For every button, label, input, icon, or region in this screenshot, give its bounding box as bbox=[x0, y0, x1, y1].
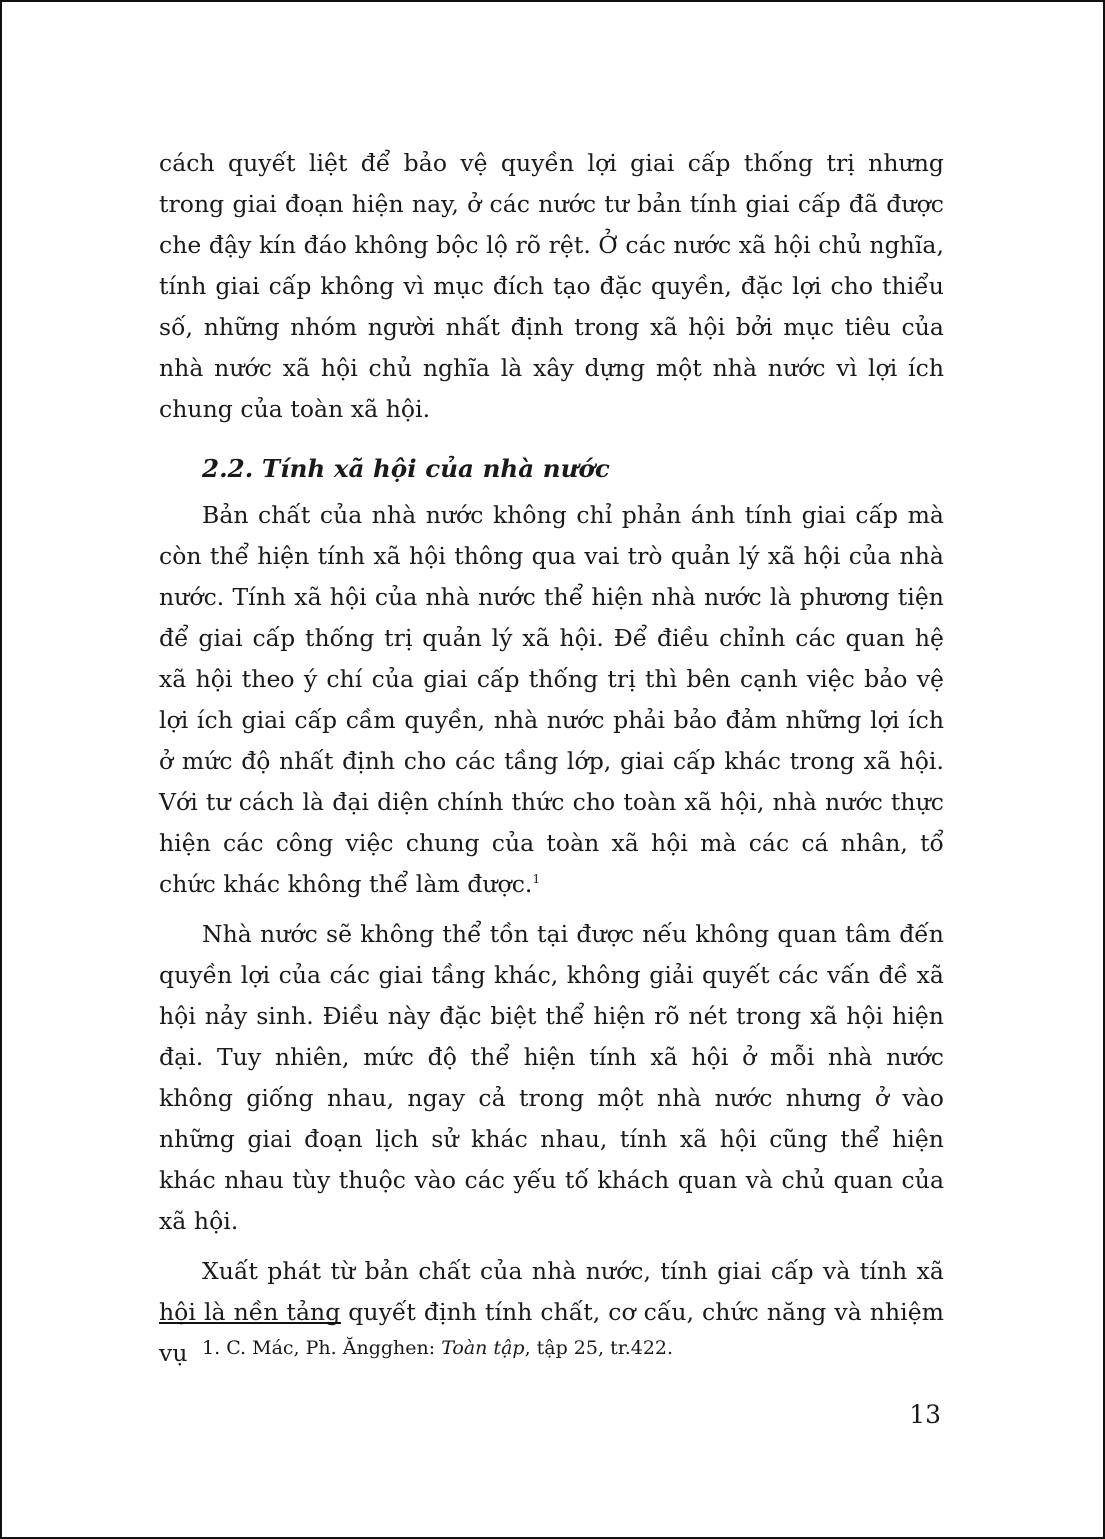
page-number: 13 bbox=[909, 1400, 941, 1429]
paragraph-1-text: Bản chất của nhà nước không chỉ phản ánh tính giai cấp mà còn thể hiện tính xã hội thông qua vai trò quản lý xã hội của nhà nước. Tính xã hội của nhà nước thể hiện nhà nước là phương tiện để giai cấp thống trị quản lý xã hội. Để điều chỉnh các quan hệ xã hội theo ý chí của giai cấp thống trị thì bên cạnh việc bảo vệ lợi ích giai cấp cầm quyền, nhà nước phải bảo đảm những lợi ích ở mức độ nhất định cho các tầng lớp, giai cấp khác trong xã hội. Với tư cách là đại diện chính thức cho toàn xã hội, nhà nước thực hiện các công việc chung của toàn xã hội mà các cá nhân, tổ chức khác không thể làm được. bbox=[159, 501, 944, 898]
paragraph-3: Xuất phát từ bản chất của nhà nước, tính giai cấp và tính xã hội là nền tảng quyết định tính chất, cơ cấu, chức năng và nhiệm vụ bbox=[159, 1257, 944, 1367]
footnote-reference[interactable]: 1 bbox=[532, 872, 541, 887]
footnote-citation: , tập 25, tr.422. bbox=[524, 1337, 674, 1359]
footnote-number: 1. bbox=[202, 1337, 221, 1359]
paragraph-1 bbox=[159, 495, 944, 905]
footnote-authors: C. Mác, Ph. Ăngghen: bbox=[226, 1337, 436, 1359]
footnote bbox=[202, 1332, 942, 1364]
footnote-work-title: Toàn tập bbox=[441, 1337, 525, 1359]
section-heading: 2.2. Tính xã hội của nhà nước bbox=[202, 454, 610, 483]
footnote-divider bbox=[159, 1322, 341, 1324]
body-text bbox=[159, 143, 944, 1374]
paragraph-continued: cách quyết liệt để bảo vệ quyền lợi giai cấp thống trị nhưng trong giai đoạn hiện nay, ở các nước tư bản tính giai cấp đã được che đậy kín đáo không bộc lộ rõ rệt. Ở các nước xã hội chủ nghĩa, tính giai cấp không vì mục đích tạo đặc quyền, đặc lợi cho thiểu số, những nhóm người nhất định trong xã hội bởi mục tiêu của nhà nước xã hội chủ nghĩa là xây dựng một nhà nước vì lợi ích chung của toàn xã hội. bbox=[159, 149, 944, 423]
paragraph-2: Nhà nước sẽ không thể tồn tại được nếu không quan tâm đến quyền lợi của các giai tầng khác, không giải quyết các vấn đề xã hội nảy sinh. Điều này đặc biệt thể hiện rõ nét trong xã hội hiện đại. Tuy nhiên, mức độ thể hiện tính xã hội ở mỗi nhà nước không giống nhau, ngay cả trong một nhà nước nhưng ở vào những giai đoạn lịch sử khác nhau, tính xã hội cũng thể hiện khác nhau tùy thuộc vào các yếu tố khách quan và chủ quan của xã hội. bbox=[159, 920, 944, 1235]
